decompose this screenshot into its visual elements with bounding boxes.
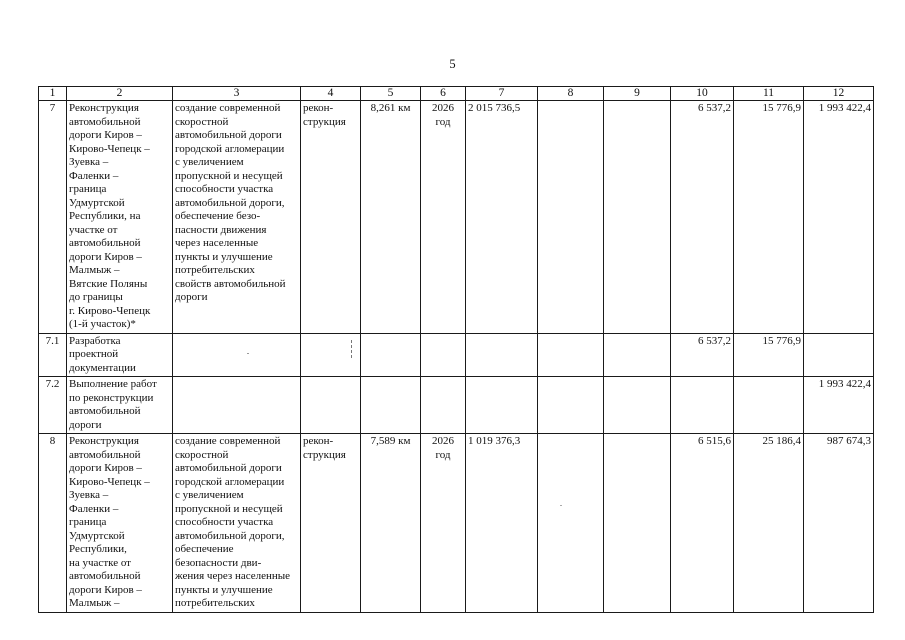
col-12-value: 1 993 422,4 (804, 377, 874, 434)
col-10-value: 6 515,6 (671, 434, 734, 613)
year (421, 333, 466, 377)
col-12-value: 1 993 422,4 (804, 101, 874, 334)
row-number: 7 (39, 101, 67, 334)
header-cell-8: 8 (538, 87, 604, 101)
col-9-value (604, 377, 671, 434)
length (361, 333, 421, 377)
header-cell-6: 6 (421, 87, 466, 101)
col-12-value (804, 333, 874, 377)
total-cost: 1 019 376,3 (466, 434, 538, 613)
scan-artifact-dot (247, 353, 249, 354)
header-cell-7: 7 (466, 87, 538, 101)
length (361, 377, 421, 434)
header-cell-12: 12 (804, 87, 874, 101)
work-type: рекон- струкция (301, 101, 361, 334)
total-cost (466, 377, 538, 434)
col-10-value: 6 537,2 (671, 333, 734, 377)
col-10-value (671, 377, 734, 434)
header-row (39, 87, 874, 101)
col-9-value (604, 333, 671, 377)
project-purpose (173, 377, 301, 434)
project-purpose: создание современной скоростной автомобильной дороги городской агломерации с увеличением пропускной и несущей способности участка автомобильной дороги, обеспечение безопасности дви- жения через населенные пункты и улучшение потребительских (173, 434, 301, 613)
col-11-value (734, 377, 804, 434)
header-cell-2: 2 (67, 87, 173, 101)
col-11-value: 15 776,9 (734, 333, 804, 377)
scan-artifact-dot (560, 505, 562, 506)
col-8-value (538, 101, 604, 334)
header-cell-4: 4 (301, 87, 361, 101)
table-row (39, 377, 874, 434)
col-8-value (538, 333, 604, 377)
col-12-value: 987 674,3 (804, 434, 874, 613)
header-cell-10: 10 (671, 87, 734, 101)
project-name: Реконструкция автомобильной дороги Киров – Кирово-Чепецк – Зуевка – Фаленки – граница Удмуртской Республики, на участке от автомобильной дороги Киров – Малмыж – Вятские Поляны до границы г. Кирово-Чепецк (1-й участок)* (67, 101, 173, 334)
projects-table (38, 86, 874, 613)
project-name: Разработка проектной документации (67, 333, 173, 377)
total-cost (466, 333, 538, 377)
project-purpose (173, 333, 301, 377)
project-purpose: создание современной скоростной автомобильной дороги городской агломерации с увеличением пропускной и несущей способности участка автомобильной дороги, обеспечение безо- пасности движения через населенные пункты и улучшение потребительских свойств автомобильной дороги (173, 101, 301, 334)
col-9-value (604, 434, 671, 613)
length: 7,589 км (361, 434, 421, 613)
year: 2026 год (421, 101, 466, 334)
header-cell-5: 5 (361, 87, 421, 101)
project-name: Выполнение работ по реконструкции автомобильной дороги (67, 377, 173, 434)
project-name: Реконструкция автомобильной дороги Киров – Кирово-Чепецк – Зуевка – Фаленки – граница Удмуртской Республики, на участке от автомобильной дороги Киров – Малмыж – (67, 434, 173, 613)
table-row (39, 434, 874, 613)
row-number: 8 (39, 434, 67, 613)
header-cell-1: 1 (39, 87, 67, 101)
work-type (301, 377, 361, 434)
row-number: 7.2 (39, 377, 67, 434)
col-11-value: 15 776,9 (734, 101, 804, 334)
col-9-value (604, 101, 671, 334)
col-8-value (538, 377, 604, 434)
col-10-value: 6 537,2 (671, 101, 734, 334)
year: 2026 год (421, 434, 466, 613)
row-number: 7.1 (39, 333, 67, 377)
year (421, 377, 466, 434)
total-cost: 2 015 736,5 (466, 101, 538, 334)
col-8-value (538, 434, 604, 613)
length: 8,261 км (361, 101, 421, 334)
col-11-value: 25 186,4 (734, 434, 804, 613)
table-row (39, 101, 874, 334)
table-row (39, 333, 874, 377)
header-cell-9: 9 (604, 87, 671, 101)
work-type: рекон- струкция (301, 434, 361, 613)
header-cell-3: 3 (173, 87, 301, 101)
page-number: 5 (449, 57, 456, 71)
scan-artifact-mark (351, 340, 352, 358)
header-cell-11: 11 (734, 87, 804, 101)
